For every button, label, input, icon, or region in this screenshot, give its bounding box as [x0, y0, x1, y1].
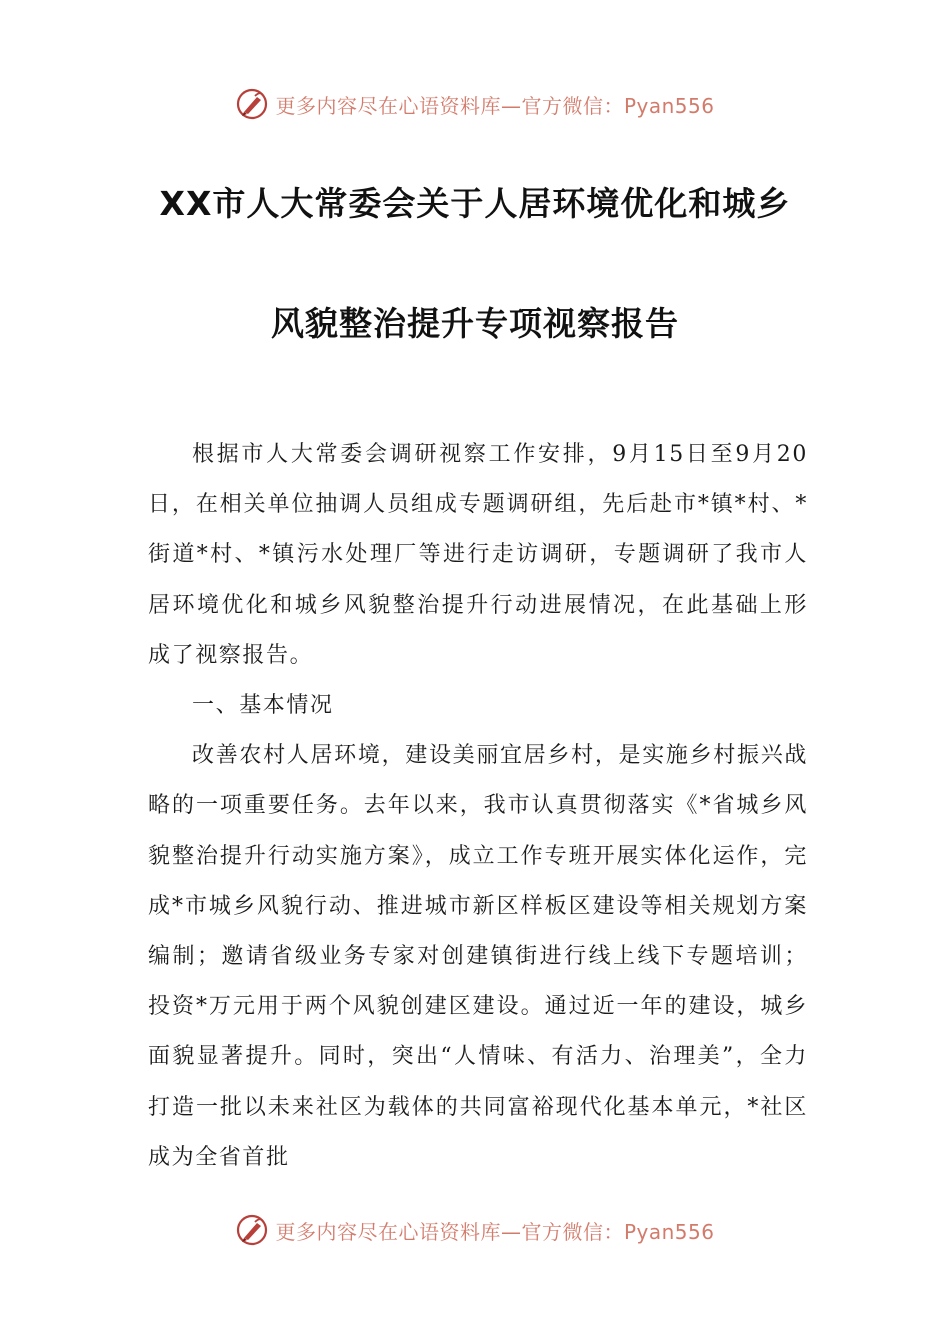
paragraph-intro: 根据市人大常委会调研视察工作安排，9月15日至9月20日，在相关单位抽调人员组成专题调研组，先后赴市*镇*村、*街道*村、*镇污水处理厂等进行走访调研，专题调研了我市人居环境优化和城乡风貌整治提升行动进展情况，在此基础上形成了视察报告。: [148, 442, 808, 668]
header-watermark: [0, 84, 950, 124]
section-heading-basic-situation: 一、基本情况: [192, 693, 334, 719]
pen-logo-icon: [235, 87, 269, 121]
pen-logo-icon: [235, 1213, 269, 1247]
watermark-text: 更多内容尽在心语资料库—官方微信：Pyan556: [275, 1219, 715, 1244]
document-body: [148, 430, 808, 1183]
paragraph-basic-situation: 改善农村人居环境，建设美丽宜居乡村，是实施乡村振兴战略的一项重要任务。去年以来，我市认真贯彻落实《*省城乡风貌整治提升行动实施方案》，成立工作专班开展实体化运作，完成*市城乡风貌行动、推进城市新区样板区建设等相关规划方案编制；邀请省级业务专家对创建镇街进行线上线下专题培训；投资*万元用于两个风貌创建区建设。通过近一年的建设，城乡面貌显著提升。同时，突出“人情味、有活力、治理美”，全力打造一批以未来社区为载体的共同富裕现代化基本单元，*社区成为全省首批: [148, 743, 808, 1170]
footer-watermark: [0, 1210, 950, 1250]
document-title-line-1: XX市人大常委会关于人居环境优化和城乡: [159, 184, 791, 223]
document-title-line-2: 风貌整治提升专项视察报告: [271, 304, 679, 343]
watermark-text: 更多内容尽在心语资料库—官方微信：Pyan556: [275, 93, 715, 118]
